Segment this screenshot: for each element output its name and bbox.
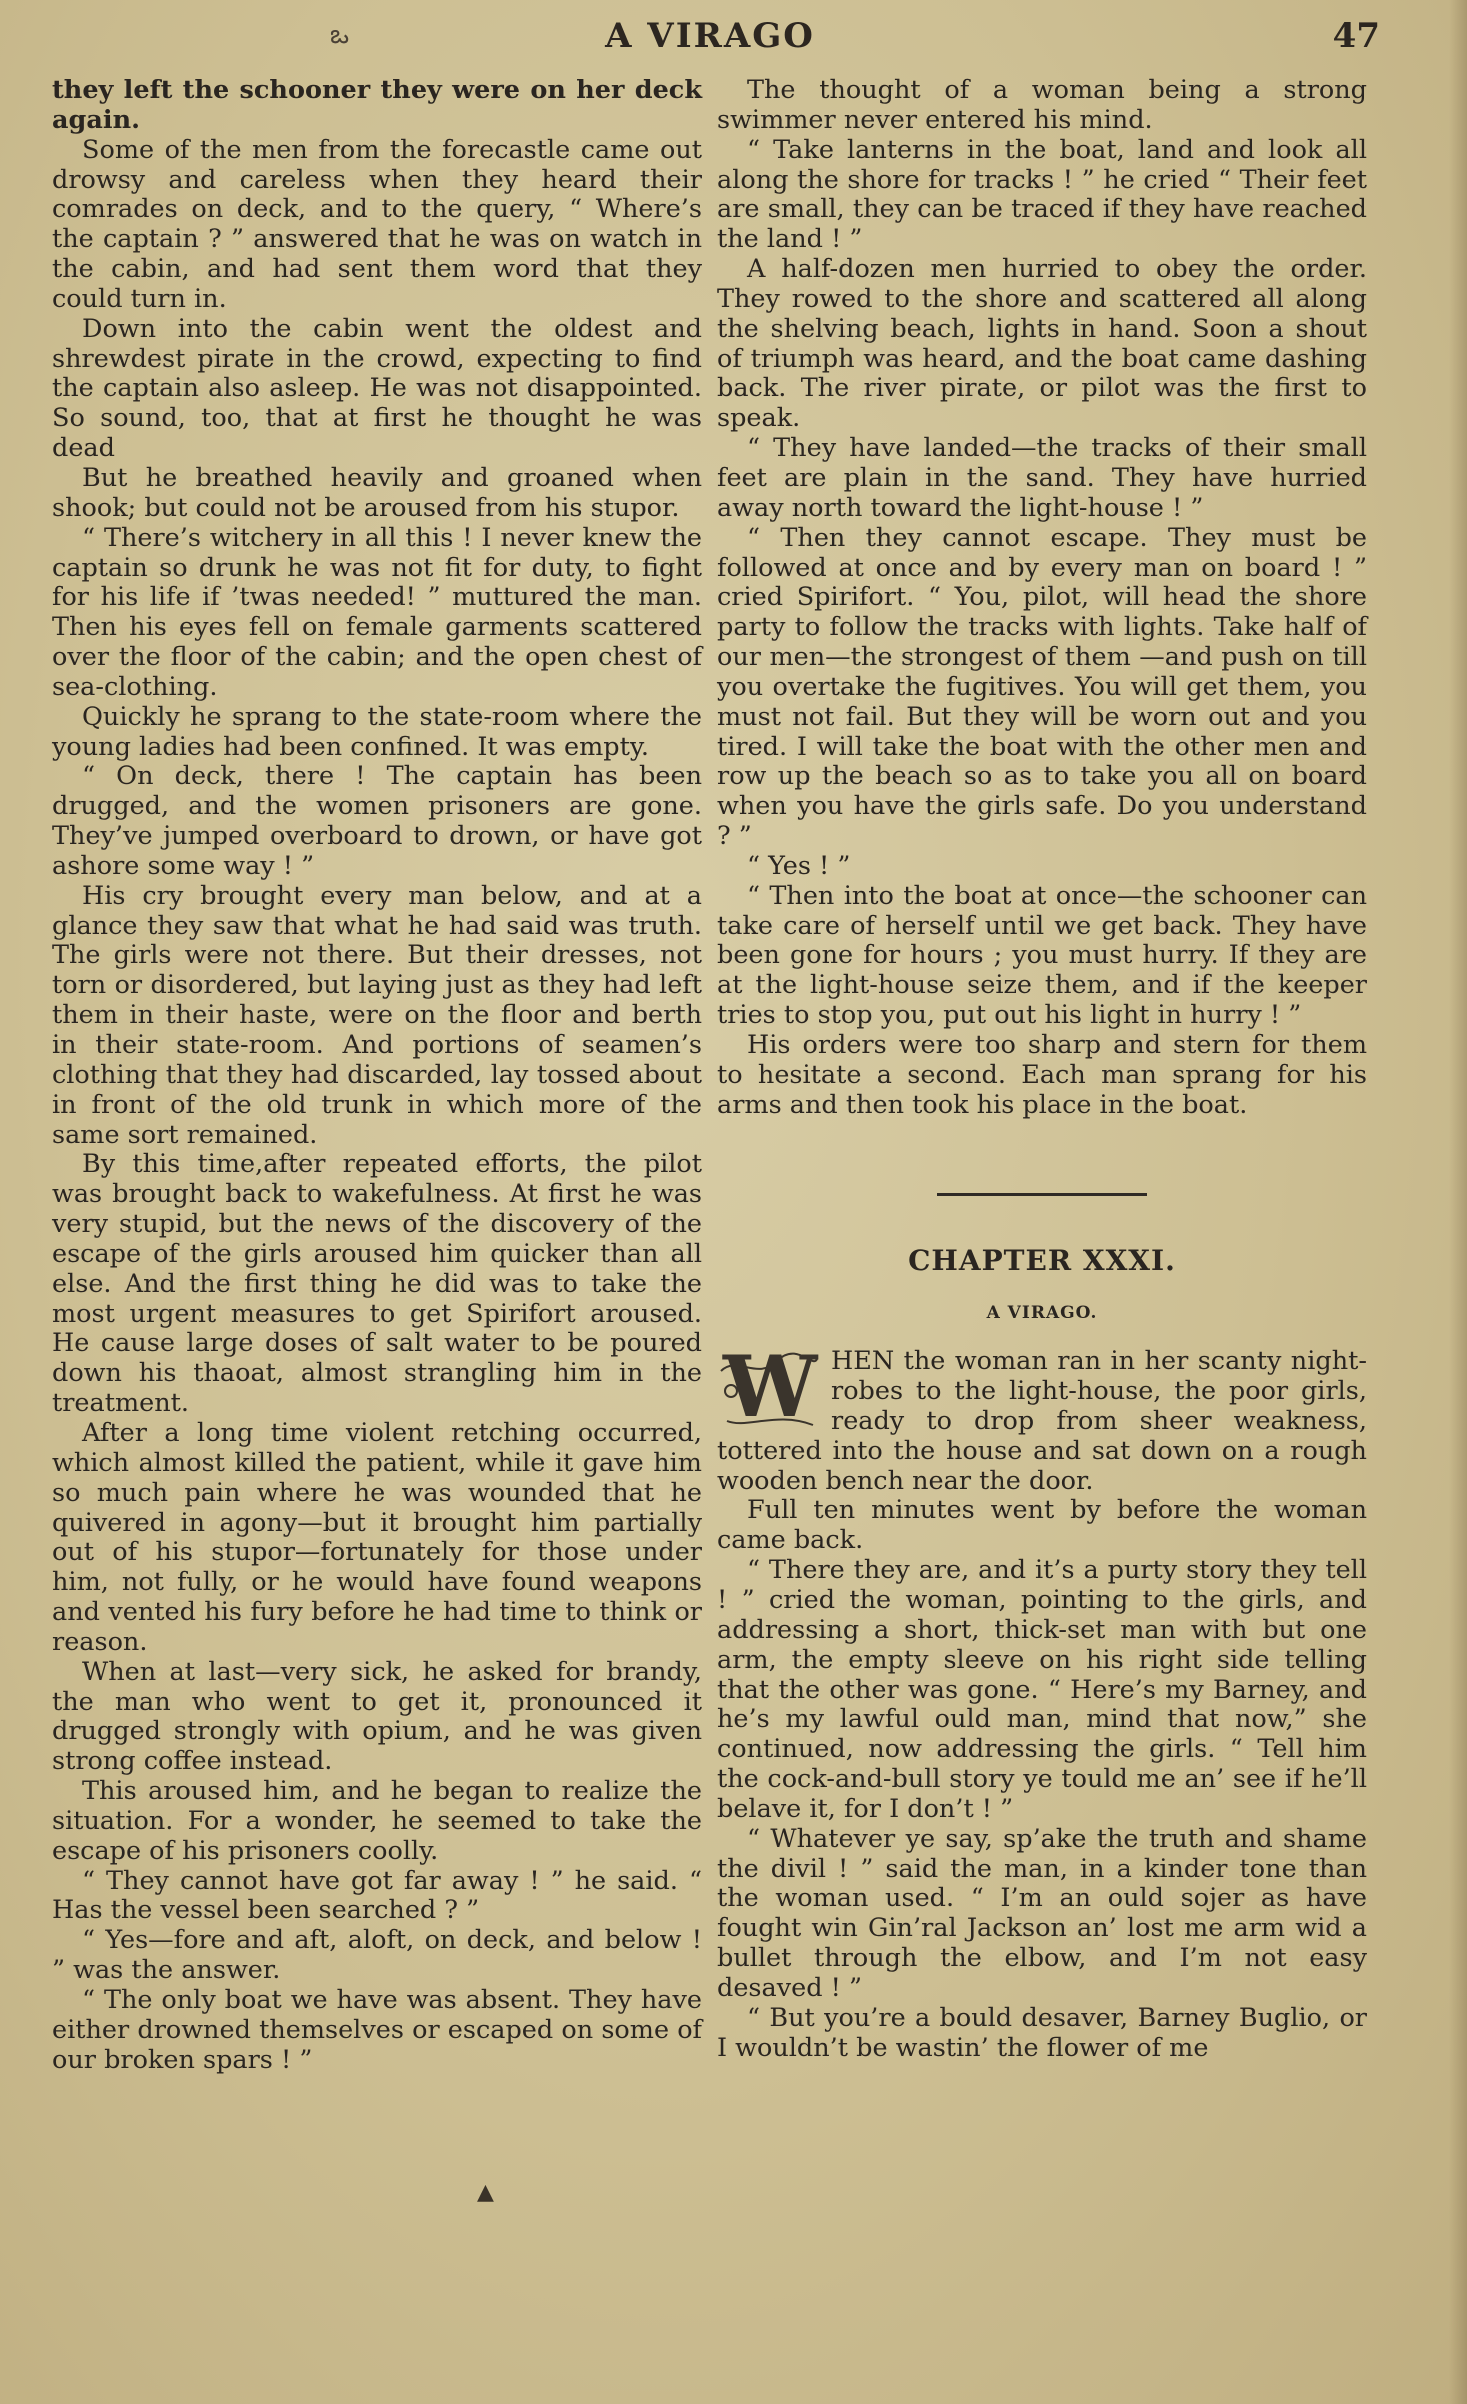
paragraph: Quickly he sprang to the state-room where the young ladies had been confined. It was empty. [52,701,702,762]
paragraph: “ There they are, and it’s a purty story they tell ! ” cried the woman, pointing to the girls, and addressing a short, thick-set man with but one arm, the empty sleeve on his right side telling that the other was gone. “ Here’s my Barney, and he’s my lawful ould man, mind that now,” she continued, now addressing the girls. “ Tell him the cock-and-bull story ye tould me an’ see if he’ll belave it, for I don’t ! ” [717,1555,1367,1824]
running-header [40,14,1380,62]
paragraph: Some of the men from the forecastle came out drowsy and careless when they heard their comrades on deck, and to the query, “ Where’s the captain ? ” answered that he was on watch in the cabin, and had sent them word that they could turn in. [52,134,702,314]
chapter-divider [937,1193,1147,1196]
paragraph: His orders were too sharp and stern for them to hesitate a second. Each man sprang for his arms and then took his place in the boat. [717,1030,1367,1120]
decorative-drop-cap [717,1337,821,1437]
fold-mark: ▲ [477,2180,494,2205]
paragraph: After a long time violent retching occurred, which almost killed the patient, while it gave him so much pain where he was wounded that he quivered in agony—but it brought him partially out of his stupor—fortunately for those under him, not fully, or he would have found weapons and vented his fury before he had time to think or reason. [52,1417,702,1657]
page-number: 47 [1332,16,1380,56]
paragraph: “ But you’re a bould desaver, Barney Buglio, or I wouldn’t be wastin’ the flower of me [717,2002,1367,2063]
paragraph: “ They have landed—the tracks of their small feet are plain in the sand. They have hurried away north toward the light-house ! ” [717,433,1367,523]
left-column [52,76,702,2076]
paragraph: “ Whatever ye say, sp’ake the truth and shame the divil ! ” said the man, in a kinder tone than the woman used. “ I’m an ould sojer as have fought win Gin’ral Jackson an’ lost me arm wid a bullet through the elbow, and I’m not easy desaved ! ” [717,1823,1367,2003]
right-column [717,76,1367,2063]
paragraph: But he breathed heavily and groaned when shook; but could not be aroused from his stupor. [52,462,702,523]
paragraph: His cry brought every man below, and at a glance they saw that what he had said was truth. The girls were not there. But their dresses, not torn or disordered, but laying just as they had left them in their haste, were on the floor and berth in their state-room. And portions of seamen’s clothing that they had discarded, lay tossed about in front of the old trunk in which more of the same sort remained. [52,880,702,1150]
header-ornament: ఒ [330,20,350,50]
paragraph: Full ten minutes went by before the woman came back. [717,1495,1367,1556]
chapter-heading: CHAPTER XXXI. [908,1243,1176,1277]
paragraph: “ Then into the boat at once—the schooner can take care of herself until we get back. They have been gone for hours ; you must hurry. If they are at the light-house seize them, and if the keeper tries to stop you, put out his light in hurry ! ” [717,880,1367,1031]
opening-text: HEN the woman ran in her scanty night-robes to the light-house, the poor girls, ready to drop from sheer weakness, tottered into the house and sat down on a rough wooden bench near the door. [717,1346,1367,1496]
chapter-opening-paragraph [717,1337,1367,1496]
running-title: A VIRAGO [605,16,815,56]
paragraph: This aroused him, and he began to realize the situation. For a wonder, he seemed to take the escape of his prisoners coolly. [52,1776,702,1866]
paragraph: “ There’s witchery in all this ! I never knew the captain so drunk he was not fit for duty, to fight for his life if ’twas needed! ” muttured the man. Then his eyes fell on female garments scattered over the floor of the cabin; and the open chest of sea-clothing. [52,522,702,702]
paragraph: “ They cannot have got far away ! ” he said. “ Has the vessel been searched ? ” [52,1865,702,1926]
drop-cap-letter: W [723,1337,818,1437]
paragraph: A half-dozen men hurried to obey the order. They rowed to the shore and scattered all along the shelving beach, lights in hand. Soon a shout of triumph was heard, and the boat came dashing back. The river pirate, or pilot was the first to speak. [717,254,1367,434]
paragraph: “ The only boat we have was absent. They have either drowned themselves or escaped on some of our broken spars ! ” [52,1985,702,2075]
paragraph: “ On deck, there ! The captain has been drugged, and the women prisoners are gone. They’ve jumped overboard to drown, or have got ashore some way ! ” [52,761,702,881]
paragraph: “ Then they cannot escape. They must be followed at once and by every man on board ! ” cried Spirifort. “ You, pilot, will head the shore party to follow the tracks with lights. Take half of our men—the strongest of them —and push on till you overtake the fugitives. You will get them, you must not fail. But they will be worn out and you tired. I will take the boat with the other men and row up the beach so as to take you all on board when you have the girls safe. Do you understand ? ” [717,522,1367,852]
paragraph: “ Yes ! ” [747,850,851,881]
chapter-subtitle: A VIRAGO. [986,1303,1098,1324]
paragraph: they left the schooner they were on her deck again. [52,75,702,135]
paragraph: The thought of a woman being a strong swimmer never entered his mind. [717,75,1367,135]
page-spine-shadow [1449,0,1467,2404]
paragraph: “ Yes—fore and aft, aloft, on deck, and below ! ” was the answer. [52,1925,702,1986]
paragraph: When at last—very sick, he asked for brandy, the man who went to get it, pronounced it drugged strongly with opium, and he was given strong coffee instead. [52,1656,702,1777]
paragraph: “ Take lanterns in the boat, land and look all along the shore for tracks ! ” he cried “ Their feet are small, they can be traced if they have reached the land ! ” [717,134,1367,255]
paragraph: By this time,after repeated efforts, the pilot was brought back to wakefulness. At first he was very stupid, but the news of the discovery of the escape of the girls aroused him quicker than all else. And the first thing he did was to take the most urgent measures to get Spirifort aroused. He cause large doses of salt water to be poured down his thaoat, almost strangling him in the treatment. [52,1149,702,1419]
paragraph: Down into the cabin went the oldest and shrewdest pirate in the crowd, expecting to find the captain also asleep. He was not disappointed. So sound, too, that at first he thought he was dead [52,313,702,464]
